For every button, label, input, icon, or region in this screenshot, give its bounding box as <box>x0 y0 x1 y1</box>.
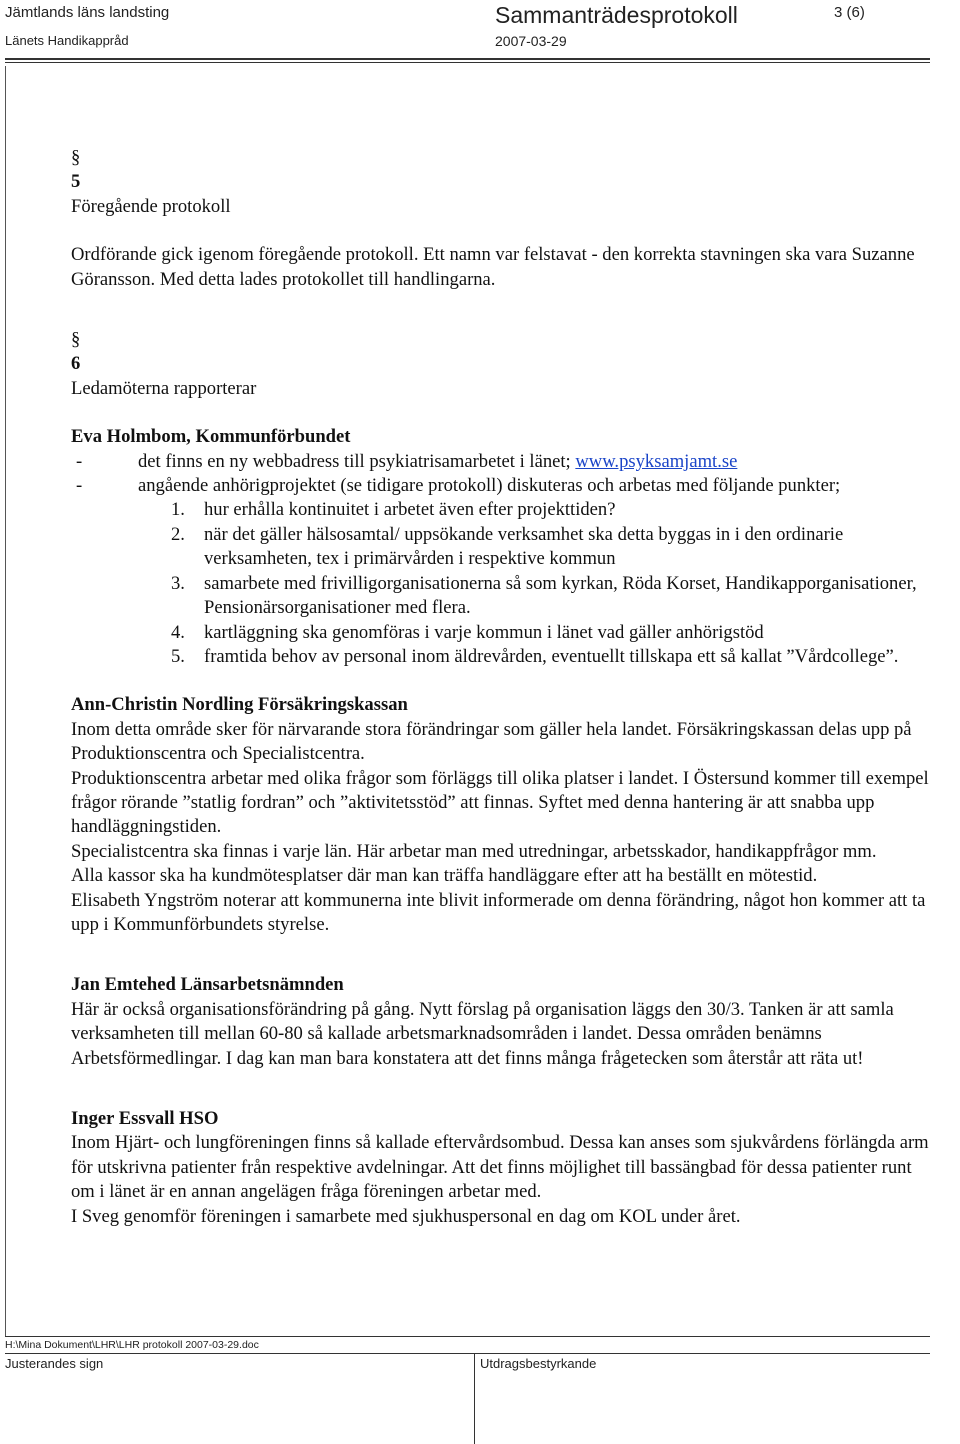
header-rule <box>5 58 930 60</box>
report-eva-holmbom <box>71 425 931 669</box>
organization-name: Jämtlands läns landsting <box>5 4 170 21</box>
section-5-symbol: § <box>71 147 81 168</box>
footer-rule-mid <box>5 1353 930 1354</box>
council-name: Länets Handikappråd <box>5 33 129 48</box>
document-body <box>71 146 931 1229</box>
report-inger-essvall <box>71 1107 931 1229</box>
report-paragraph: I Sveg genomför föreningen i samarbete med sjukhuspersonal en dag om KOL under året. <box>71 1205 741 1227</box>
section-6 <box>71 328 931 1229</box>
report-speaker: Inger Essvall HSO <box>71 1108 219 1129</box>
page-left-border <box>5 66 6 1336</box>
report-bullet <box>71 450 931 474</box>
numbered-list <box>71 498 931 669</box>
report-paragraph: Produktionscentra arbetar med olika frågor som förläggs till olika platser i landet. I Östersund kommer till exempel frågor rörande ”statlig fordran” och ”aktivitetsstöd” att finnas. Syftet med denna hantering är att snabba upp handläggningstiden. <box>71 767 929 838</box>
footer-rule <box>5 1336 930 1337</box>
section-5 <box>71 146 931 292</box>
header-rule-thin <box>5 62 930 63</box>
section-5-number: 5 <box>71 171 81 193</box>
document-date: 2007-03-29 <box>495 33 567 49</box>
document-title: Sammanträdesprotokoll <box>495 2 738 28</box>
section-6-symbol: § <box>71 329 81 351</box>
report-speaker: Ann-Christin Nordling Försäkringskassan <box>71 694 408 716</box>
page-footer <box>0 1336 960 1444</box>
page-header <box>0 0 960 66</box>
section-5-heading: Föregående protokoll <box>71 195 231 217</box>
footer-divider <box>474 1353 475 1444</box>
report-paragraph: Elisabeth Yngström noterar att kommunerna inte blivit informerade om denna förändring, något hon kommer att ta upp i Kommunförbundets styrelse. <box>71 889 926 935</box>
section-6-number: 6 <box>71 353 81 375</box>
file-path: H:\Mina Dokument\LHR\LHR protokoll 2007-03-29.doc <box>5 1339 259 1351</box>
section-6-heading: Ledamöterna rapporterar <box>71 377 257 399</box>
report-speaker: Eva Holmbom, Kommunförbundet <box>71 426 351 448</box>
report-paragraph: Inom Hjärt- och lungföreningen finns så kallade eftervårdsombud. Dessa kan anses som sjukvårdens förlängda arm för utskrivna patienter från respektive avdelningar. Att det finns möjlighet till bassängbad för dessa patienter runt om i länet är en annan angelägen fråga föreningen arbetar med. <box>71 1132 929 1203</box>
bullet-text: angående anhörigprojektet (se tidigare protokoll) diskuteras och arbetas med följande punkter; <box>138 475 841 497</box>
report-paragraph: Inom detta område sker för närvarande stora förändringar som gäller hela landet. Försäkringskassan delas upp på Produktionscentra och Specialistcentra. <box>71 718 912 765</box>
report-jan-emtehed <box>71 973 931 1071</box>
list-item: 1. hur erhålla kontinuitet i arbetet även efter projekttiden? <box>171 499 616 521</box>
sign-label: Justerandes sign <box>5 1356 104 1371</box>
page-number: 3 (6) <box>834 4 865 21</box>
list-item: 2. när det gäller hälsosamtal/ uppsökande verksamhet ska detta byggas in i den ordinarie verksamheten, tex i primärvården i respektive kommun <box>171 523 844 570</box>
bullet-text: det finns en ny webbadress till psykiatrisamarbetet i länet; <box>138 450 576 472</box>
report-paragraph: Specialistcentra ska finnas i varje län. Här arbetar man med utredningar, arbetsskador, handikappfrågor mm. <box>71 840 877 862</box>
report-ann-christin-nordling <box>71 693 931 937</box>
list-item: 4. kartläggning ska genomföras i varje kommun i länet vad gäller anhörigstöd <box>171 621 764 643</box>
list-item: 5. framtida behov av personal inom äldrevården, eventuellt tillskapa ett så kallat ”Vårdcollege”. <box>171 645 899 667</box>
extract-label: Utdragsbestyrkande <box>480 1356 597 1371</box>
list-item: 3. samarbete med frivilligorganisationerna så som kyrkan, Röda Korset, Handikapporganisationer, Pensionärsorganisationer med flera. <box>171 572 917 619</box>
report-speaker: Jan Emtehed Länsarbetsnämnden <box>71 974 344 996</box>
report-bullet <box>71 474 931 498</box>
psyksamjamt-link[interactable]: www.psyksamjamt.se <box>575 450 738 472</box>
bullet-dash: - <box>76 475 83 497</box>
section-5-paragraph: Ordförande gick igenom föregående protokoll. Ett namn var felstavat - den korrekta stavningen ska vara Suzanne Göransson. Med detta lades protokollet till handlingarna. <box>71 244 915 290</box>
report-paragraph: Alla kassor ska ha kundmötesplatser där man kan träffa handläggare efter att ha beställt en mötestid. <box>71 865 818 887</box>
report-paragraph: Här är också organisationsförändring på gång. Nytt förslag på organisation läggs den 30/3. Tanken är att samla verksamheten till mellan 60-80 så kallade arbetsmarknadsområden i landet. Dessa områden benämns Arbetsförmedlingar. I dag kan man bara konstatera att det finns många frågetecken som återstår att räta ut! <box>71 998 894 1069</box>
bullet-dash: - <box>76 450 83 472</box>
